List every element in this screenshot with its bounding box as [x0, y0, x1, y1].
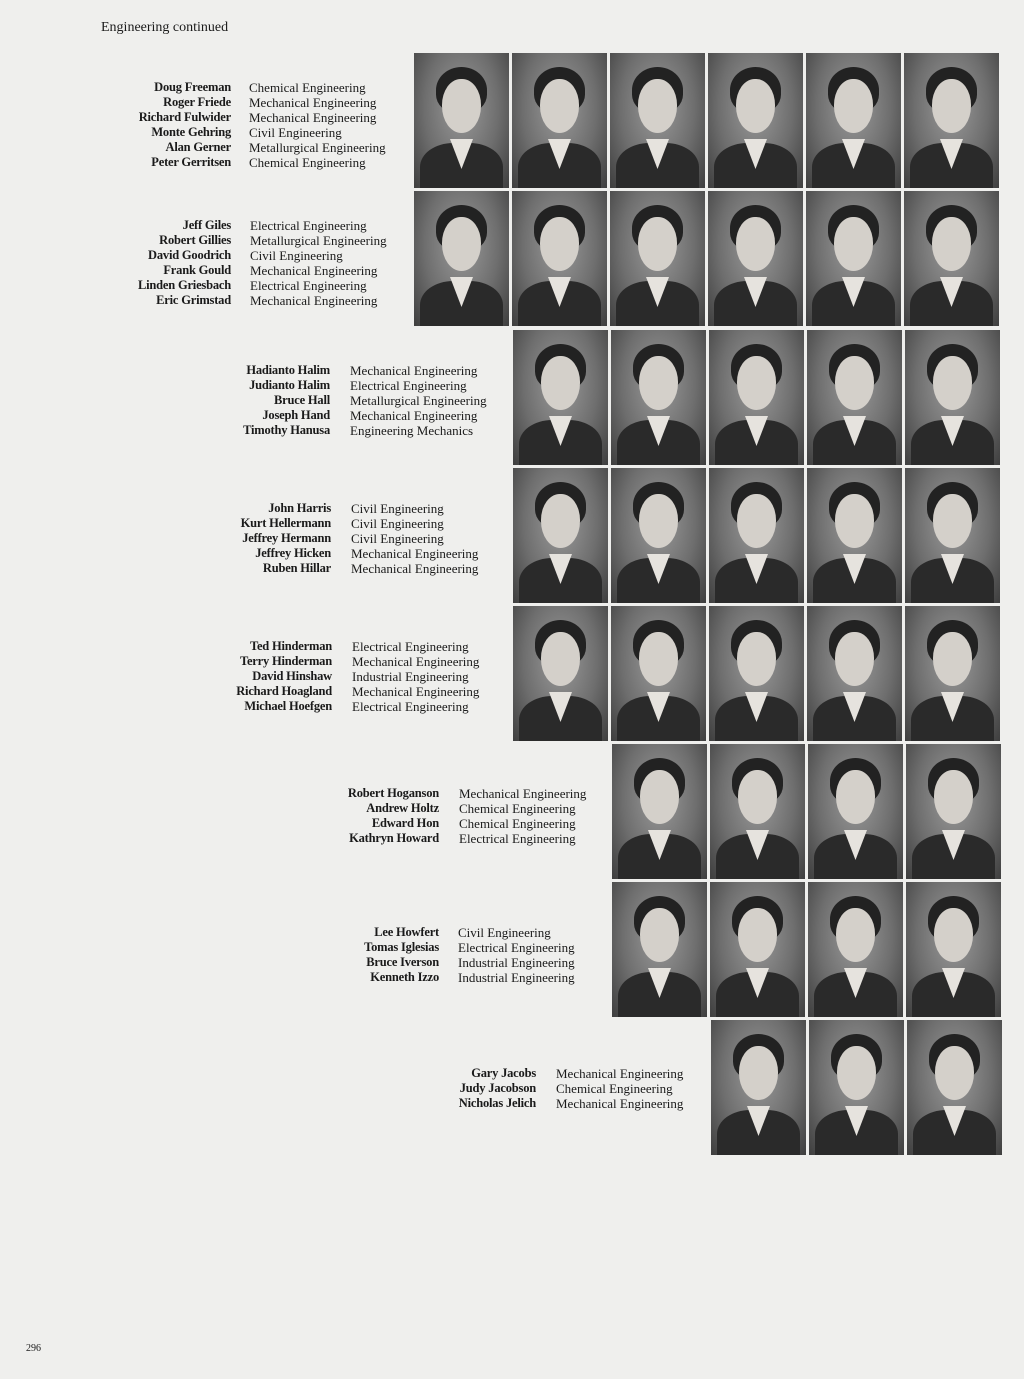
student-major: Electrical Engineering: [352, 699, 469, 714]
student-major: Mechanical Engineering: [250, 293, 378, 308]
major-column: [556, 1066, 683, 1111]
student-major: Civil Engineering: [250, 248, 343, 263]
student-portrait: [807, 468, 902, 603]
portrait-row: [414, 191, 999, 326]
name-column: [139, 80, 231, 170]
student-portrait: [807, 606, 902, 741]
student-major: Mechanical Engineering: [249, 110, 377, 125]
major-column: [352, 639, 479, 714]
student-portrait: [905, 468, 1000, 603]
portrait-row: [513, 330, 1000, 465]
name-column: [236, 639, 332, 714]
student-portrait: [611, 468, 706, 603]
portrait-row: [612, 744, 1001, 879]
student-portrait: [513, 468, 608, 603]
student-name: Edward Hon: [371, 816, 439, 830]
student-major: Metallurgical Engineering: [249, 140, 386, 155]
student-major: Electrical Engineering: [459, 831, 576, 846]
student-major: Chemical Engineering: [249, 155, 366, 170]
page-number: 296: [26, 1343, 41, 1354]
student-portrait: [512, 53, 607, 188]
student-major: Mechanical Engineering: [250, 263, 378, 278]
student-portrait: [711, 1020, 806, 1155]
student-major: Engineering Mechanics: [350, 423, 474, 438]
student-portrait: [907, 1020, 1002, 1155]
student-major: Electrical Engineering: [350, 378, 467, 393]
student-name: Peter Gerritsen: [151, 155, 231, 169]
name-column: [348, 786, 439, 846]
student-name: Lee Howfert: [374, 925, 439, 939]
student-name: Jeffrey Hermann: [242, 531, 331, 545]
student-name: David Goodrich: [148, 248, 231, 262]
student-name: Linden Griesbach: [138, 278, 231, 292]
student-name: Michael Hoefgen: [244, 699, 332, 713]
student-name: Andrew Holtz: [366, 801, 439, 815]
student-portrait: [906, 882, 1001, 1017]
student-portrait: [809, 1020, 904, 1155]
portrait-row: [513, 606, 1000, 741]
student-name: Joseph Hand: [262, 408, 330, 422]
student-portrait: [904, 191, 999, 326]
student-name: Kurt Hellermann: [240, 516, 331, 530]
student-portrait: [905, 606, 1000, 741]
student-major: Industrial Engineering: [458, 970, 575, 985]
student-name: Terry Hinderman: [239, 654, 332, 668]
major-column: [458, 925, 575, 985]
student-name: Frank Gould: [163, 263, 231, 277]
student-major: Electrical Engineering: [352, 639, 469, 654]
student-name: Timothy Hanusa: [243, 423, 330, 437]
student-major: Chemical Engineering: [556, 1081, 673, 1096]
portrait-row: [414, 53, 999, 188]
student-name: Gary Jacobs: [471, 1066, 536, 1080]
student-major: Electrical Engineering: [458, 940, 575, 955]
student-major: Mechanical Engineering: [556, 1096, 684, 1111]
major-column: [351, 501, 478, 576]
student-portrait: [414, 53, 509, 188]
student-portrait: [414, 191, 509, 326]
student-major: Civil Engineering: [249, 125, 342, 140]
student-major: Mechanical Engineering: [351, 546, 479, 561]
student-portrait: [808, 882, 903, 1017]
student-major: Industrial Engineering: [352, 669, 469, 684]
student-major: Civil Engineering: [458, 925, 551, 940]
student-name: Judy Jacobson: [459, 1081, 536, 1095]
student-name: Judianto Halim: [249, 378, 330, 392]
student-major: Industrial Engineering: [458, 955, 575, 970]
student-name: Tomas Iglesias: [364, 940, 439, 954]
student-major: Chemical Engineering: [249, 80, 366, 95]
name-column: [241, 501, 331, 576]
student-major: Mechanical Engineering: [459, 786, 587, 801]
student-major: Chemical Engineering: [459, 801, 576, 816]
name-column: [138, 218, 231, 308]
student-major: Mechanical Engineering: [352, 684, 480, 699]
student-name: Jeffrey Hicken: [255, 546, 331, 560]
student-major: Mechanical Engineering: [249, 95, 377, 110]
student-portrait: [513, 330, 608, 465]
section-header: Engineering continued: [101, 20, 229, 35]
name-column: [364, 925, 439, 985]
student-major: Mechanical Engineering: [350, 408, 478, 423]
student-major: Civil Engineering: [351, 531, 444, 546]
portrait-row: [711, 1020, 1002, 1155]
student-major: Civil Engineering: [351, 516, 444, 531]
name-column: [243, 363, 330, 438]
student-name: David Hinshaw: [252, 669, 332, 683]
student-portrait: [709, 330, 804, 465]
student-name: Jeff Giles: [182, 218, 231, 232]
student-name: Kathryn Howard: [349, 831, 439, 845]
student-major: Electrical Engineering: [250, 218, 367, 233]
student-portrait: [612, 882, 707, 1017]
student-portrait: [708, 191, 803, 326]
major-column: [459, 786, 586, 846]
student-portrait: [708, 53, 803, 188]
student-portrait: [610, 53, 705, 188]
student-portrait: [806, 191, 901, 326]
student-portrait: [611, 330, 706, 465]
student-name: Nicholas Jelich: [458, 1096, 536, 1110]
student-portrait: [512, 191, 607, 326]
student-name: Eric Grimstad: [156, 293, 231, 307]
student-name: Bruce Iverson: [366, 955, 439, 969]
student-portrait: [513, 606, 608, 741]
student-name: John Harris: [268, 501, 331, 515]
student-name: Alan Gerner: [165, 140, 231, 154]
student-portrait: [710, 882, 805, 1017]
student-major: Chemical Engineering: [459, 816, 576, 831]
student-major: Electrical Engineering: [250, 278, 367, 293]
major-column: [350, 363, 487, 438]
student-major: Metallurgical Engineering: [250, 233, 387, 248]
student-portrait: [905, 330, 1000, 465]
student-name: Doug Freeman: [154, 80, 231, 94]
student-portrait: [709, 606, 804, 741]
student-portrait: [906, 744, 1001, 879]
student-name: Hadianto Halim: [246, 363, 330, 377]
student-portrait: [611, 606, 706, 741]
student-name: Ted Hinderman: [249, 639, 332, 653]
student-major: Mechanical Engineering: [352, 654, 480, 669]
student-name: Kenneth Izzo: [370, 970, 439, 984]
student-portrait: [709, 468, 804, 603]
student-portrait: [807, 330, 902, 465]
student-major: Metallurgical Engineering: [350, 393, 487, 408]
student-major: Mechanical Engineering: [350, 363, 478, 378]
student-portrait: [610, 191, 705, 326]
student-name: Roger Friede: [163, 95, 231, 109]
student-name: Richard Hoagland: [236, 684, 332, 698]
student-major: Mechanical Engineering: [556, 1066, 684, 1081]
major-column: [249, 80, 386, 170]
student-portrait: [710, 744, 805, 879]
student-portrait: [806, 53, 901, 188]
student-major: Civil Engineering: [351, 501, 444, 516]
student-name: Robert Hoganson: [347, 786, 439, 800]
name-column: [459, 1066, 536, 1111]
student-name: Richard Fulwider: [138, 110, 231, 124]
student-name: Robert Gillies: [159, 233, 231, 247]
student-portrait: [904, 53, 999, 188]
major-column: [250, 218, 387, 308]
portrait-row: [612, 882, 1001, 1017]
student-name: Ruben Hillar: [262, 561, 331, 575]
student-name: Bruce Hall: [274, 393, 330, 407]
portrait-row: [513, 468, 1000, 603]
student-name: Monte Gehring: [151, 125, 231, 139]
student-major: Mechanical Engineering: [351, 561, 479, 576]
student-portrait: [808, 744, 903, 879]
student-portrait: [612, 744, 707, 879]
